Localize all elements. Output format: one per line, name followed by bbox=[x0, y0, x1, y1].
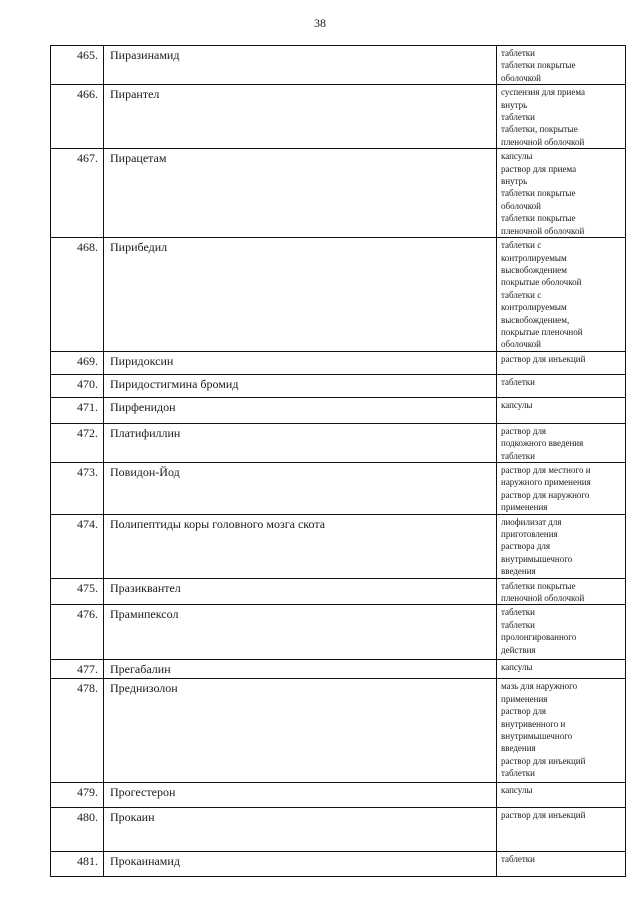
dosage-form-line: таблетки покрытые bbox=[501, 580, 576, 591]
dosage-form-line: лиофилизат для bbox=[501, 516, 562, 527]
dosage-form-line: капсулы bbox=[501, 151, 533, 162]
dosage-form-line: таблетки bbox=[501, 619, 536, 630]
dosage-form-line: суспензия для приема bbox=[501, 87, 585, 98]
dosage-form-line: пленочной оболочкой bbox=[501, 593, 585, 604]
page-number: 38 bbox=[314, 16, 326, 30]
drug-name: Пирантел bbox=[104, 85, 497, 149]
table-row bbox=[51, 351, 626, 374]
dosage-form-line: таблетки покрытые bbox=[501, 188, 576, 199]
dosage-form-line: раствор для инъекций bbox=[501, 353, 586, 364]
dosage-form-line: таблетки с bbox=[501, 240, 542, 251]
dosage-form-line: приготовления bbox=[501, 529, 558, 539]
drug-name: Прокаин bbox=[104, 808, 497, 852]
row-number: 481. bbox=[51, 852, 104, 877]
drug-name: Платифиллин bbox=[104, 423, 497, 462]
dosage-form-line: внутривенного и bbox=[501, 718, 566, 729]
dosage-form-line: внутрь bbox=[501, 176, 528, 187]
table-row bbox=[51, 808, 626, 852]
row-number: 477. bbox=[51, 660, 104, 679]
dosage-form-line: таблетки с bbox=[501, 289, 542, 300]
dosage-form-line: раствор для местного и bbox=[501, 464, 591, 475]
drug-name: Празиквантел bbox=[104, 578, 497, 605]
dosage-forms bbox=[497, 808, 626, 852]
dosage-form-line: пролонгированного bbox=[501, 632, 577, 643]
drug-table-body bbox=[51, 46, 626, 877]
drug-name: Пирацетам bbox=[104, 149, 497, 238]
dosage-form-line: таблетки bbox=[501, 112, 536, 123]
dosage-form-line: внутрь bbox=[501, 99, 528, 110]
dosage-form-line: таблетки bbox=[501, 854, 536, 865]
drug-table bbox=[50, 45, 626, 877]
dosage-form-line: мазь для наружного bbox=[501, 681, 578, 692]
table-row bbox=[51, 397, 626, 423]
dosage-form-line: раствор для приема bbox=[501, 163, 577, 174]
dosage-form-line: пленочной оболочкой bbox=[501, 136, 585, 147]
dosage-form-line: контролируемым bbox=[501, 302, 567, 313]
row-number: 479. bbox=[51, 783, 104, 808]
row-number: 476. bbox=[51, 605, 104, 660]
dosage-form-line: введения bbox=[501, 743, 536, 754]
row-number: 472. bbox=[51, 423, 104, 462]
dosage-form-line: внутримышечного bbox=[501, 553, 573, 564]
dosage-form-line: оболочкой bbox=[501, 200, 541, 211]
drug-name: Пиридостигмина бромид bbox=[104, 374, 497, 397]
dosage-form-line: капсулы bbox=[501, 399, 533, 410]
dosage-forms bbox=[497, 605, 626, 660]
dosage-form-line: таблетки bbox=[501, 376, 536, 387]
dosage-form-line: таблетки покрытые bbox=[501, 60, 576, 71]
row-number: 475. bbox=[51, 578, 104, 605]
dosage-forms bbox=[497, 783, 626, 808]
row-number: 465. bbox=[51, 46, 104, 85]
drug-name: Прокаинамид bbox=[104, 852, 497, 877]
drug-name: Пирибедил bbox=[104, 238, 497, 352]
dosage-form-line: применения bbox=[501, 502, 548, 513]
dosage-form-line: раствор для инъекций bbox=[501, 755, 586, 766]
drug-name: Пирфенидон bbox=[104, 397, 497, 423]
dosage-form-line: капсулы bbox=[501, 785, 533, 796]
dosage-form-line: внутримышечного bbox=[501, 731, 573, 742]
dosage-forms bbox=[497, 514, 626, 578]
row-number: 474. bbox=[51, 514, 104, 578]
dosage-forms bbox=[497, 238, 626, 352]
dosage-forms bbox=[497, 351, 626, 374]
row-number: 468. bbox=[51, 238, 104, 352]
dosage-form-line: оболочкой bbox=[501, 339, 541, 350]
dosage-form-line: покрытые оболочкой bbox=[501, 277, 582, 288]
drug-name: Пиразинамид bbox=[104, 46, 497, 85]
table-row bbox=[51, 374, 626, 397]
drug-name: Повидон-Йод bbox=[104, 462, 497, 514]
row-number: 480. bbox=[51, 808, 104, 852]
row-number: 478. bbox=[51, 679, 104, 783]
dosage-form-line: раствор для инъекций bbox=[501, 810, 586, 821]
dosage-forms bbox=[497, 578, 626, 605]
row-number: 473. bbox=[51, 462, 104, 514]
drug-name: Прегабалин bbox=[104, 660, 497, 679]
table-row bbox=[51, 852, 626, 877]
dosage-forms bbox=[497, 397, 626, 423]
dosage-form-line: введения bbox=[501, 566, 536, 577]
table-row bbox=[51, 605, 626, 660]
table-row bbox=[51, 462, 626, 514]
dosage-form-line: раствора для bbox=[501, 541, 551, 552]
table-row bbox=[51, 514, 626, 578]
dosage-forms bbox=[497, 46, 626, 85]
dosage-forms bbox=[497, 374, 626, 397]
dosage-form-line: подкожного введения bbox=[501, 438, 584, 449]
dosage-form-line: контролируемым bbox=[501, 252, 567, 263]
dosage-form-line: оболочкой bbox=[501, 72, 541, 83]
row-number: 467. bbox=[51, 149, 104, 238]
drug-name: Пиридоксин bbox=[104, 351, 497, 374]
dosage-forms bbox=[497, 462, 626, 514]
dosage-forms bbox=[497, 660, 626, 679]
dosage-form-line: таблетки bbox=[501, 450, 536, 461]
dosage-form-line: раствор для bbox=[501, 425, 547, 436]
table-row bbox=[51, 660, 626, 679]
dosage-form-line: таблетки bbox=[501, 768, 536, 779]
table-row bbox=[51, 238, 626, 352]
dosage-form-line: пленочной оболочкой bbox=[501, 225, 585, 236]
dosage-form-line: раствор для наружного bbox=[501, 489, 590, 500]
row-number: 469. bbox=[51, 351, 104, 374]
dosage-forms bbox=[497, 852, 626, 877]
row-number: 466. bbox=[51, 85, 104, 149]
dosage-form-line: таблетки bbox=[501, 607, 536, 618]
table-row bbox=[51, 85, 626, 149]
dosage-form-line: применения bbox=[501, 693, 548, 704]
dosage-form-line: раствор для bbox=[501, 706, 547, 717]
dosage-form-line: таблетки, покрытые bbox=[501, 124, 578, 135]
dosage-form-line: капсулы bbox=[501, 662, 533, 673]
row-number: 471. bbox=[51, 397, 104, 423]
dosage-form-line: высвобождением bbox=[501, 264, 567, 275]
dosage-forms bbox=[497, 149, 626, 238]
drug-name: Полипептиды коры головного мозга скота bbox=[104, 514, 497, 578]
dosage-forms bbox=[497, 679, 626, 783]
row-number: 470. bbox=[51, 374, 104, 397]
table-row bbox=[51, 149, 626, 238]
drug-name: Прамипексол bbox=[104, 605, 497, 660]
dosage-form-line: таблетки покрытые bbox=[501, 213, 576, 224]
dosage-form-line: наружного применения bbox=[501, 477, 591, 488]
table-row bbox=[51, 423, 626, 462]
dosage-forms bbox=[497, 85, 626, 149]
table-row bbox=[51, 578, 626, 605]
table-row bbox=[51, 46, 626, 85]
dosage-form-line: действия bbox=[501, 644, 536, 655]
table-row bbox=[51, 679, 626, 783]
dosage-form-line: покрытые пленочной bbox=[501, 326, 583, 337]
dosage-form-line: таблетки bbox=[501, 48, 536, 58]
table-row bbox=[51, 783, 626, 808]
dosage-form-line: высвобождением, bbox=[501, 314, 570, 325]
dosage-forms bbox=[497, 423, 626, 462]
drug-name: Прогестерон bbox=[104, 783, 497, 808]
drug-name: Преднизолон bbox=[104, 679, 497, 783]
